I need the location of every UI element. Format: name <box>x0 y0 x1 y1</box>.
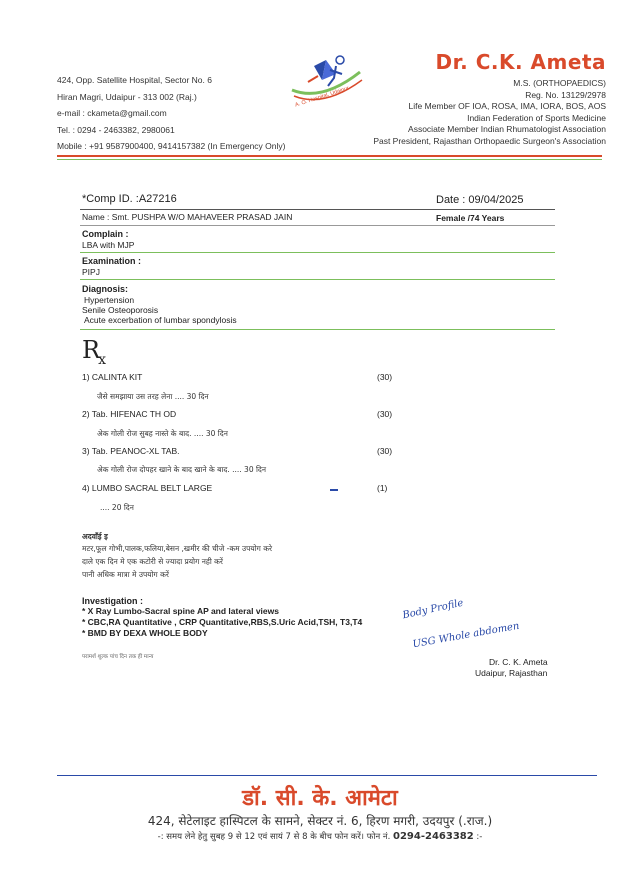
medicine-4-name: 4) LUMBO SACRAL BELT LARGE <box>82 483 213 493</box>
medicine-4-instruction: .... 20 दिन <box>100 503 134 512</box>
rx-x: x <box>98 352 106 368</box>
diagnosis-item: Senile Osteoporosis <box>82 305 159 315</box>
diagnosis-list <box>82 295 237 325</box>
credential-sports: Indian Federation of Sports Medicine <box>467 112 606 123</box>
medicine-2-qty: (30) <box>377 409 393 419</box>
credentials <box>306 78 606 147</box>
pen-mark <box>330 489 338 491</box>
investigation-item: * CBC,RA Quantitative , CRP Quantitative,RBS,S.Uric Acid,TSH, T3,T4 <box>82 617 363 627</box>
credential-degree: M.S. (ORTHOPAEDICS) <box>513 78 606 88</box>
rx-r: R <box>82 336 101 364</box>
footer-rule-top <box>57 775 597 776</box>
credential-president: Past President, Rajasthan Orthopaedic Surgeon's Association <box>373 135 606 146</box>
diagnosis-label: Diagnosis: <box>82 284 129 294</box>
advice-line: दाले एक दिन मे एक कटोरी से ज्यादा प्रयोग नही करें <box>82 557 224 566</box>
header-rule-red <box>57 155 602 157</box>
comp-id: *Comp ID. :A27216 <box>82 193 177 205</box>
signature-place: Udaipur, Rajasthan <box>475 668 548 678</box>
rule-5 <box>80 329 555 330</box>
diagnosis-item: Acute excerbation of lumbar spondylosis <box>84 315 237 325</box>
credential-memberships: Life Member OF IOA, ROSA, IMA, IORA, BOS, AOS <box>408 101 606 111</box>
timing-suffix: :- <box>476 832 483 842</box>
medicine-1-qty: (30) <box>377 372 393 382</box>
mobile-line: Mobile : +91 9587900400, 9414157382 (In Emergency Only) <box>57 141 286 151</box>
advice-line: पानी अधिक मात्रा मे उपयोग करें <box>82 570 169 579</box>
credential-rheum: Associate Member Indian Rhumatologist Association <box>408 124 606 134</box>
medicine-1-name: 1) CALINTA KIT <box>82 372 143 382</box>
examination-label: Examination : <box>82 256 142 266</box>
rule-2 <box>80 225 555 226</box>
address-line-2: Hiran Magri, Udaipur - 313 002 (Raj.) <box>57 91 197 102</box>
handwritten-note-2: USG Whole abdomen <box>411 620 521 651</box>
medicine-3-instruction: अेक गोली रोज दोपहर खाने के बाद खाने के बाद. .... 30 दिन <box>97 465 267 474</box>
header-rule-green <box>57 159 602 160</box>
timing-phone: 0294-2463382 <box>393 831 474 842</box>
visit-date: Date : 09/04/2025 <box>436 194 524 206</box>
medicine-1-instruction: जैसे समझाया उस तरह लेना .... 30 दिन <box>97 392 209 401</box>
footnote: परामर्श शुल्क पांच दिन तक ही मान्य <box>82 654 154 660</box>
logo-text: A. O. Hospital, Udaipur <box>294 85 350 109</box>
timing-text: -: समय लेने हेतु सुबह 9 से 12 एवं सायं 7 से 8 के बीच फोन करें। फोन नं. <box>157 832 391 842</box>
complain-text: LBA with MJP <box>82 240 135 250</box>
investigation-label: Investigation : <box>82 596 144 606</box>
medicine-2-instruction: अेक गोली रोज सुबह नास्ते के बाद. .... 30 दिन <box>97 429 228 438</box>
rx-symbol <box>82 336 108 368</box>
footer-timing <box>0 831 640 842</box>
medicine-2-name: 2) Tab. HIFENAC TH OD <box>82 409 177 419</box>
examination-text: PIPJ <box>82 267 100 277</box>
telephone-line: Tel. : 0294 - 2463382, 2980061 <box>57 124 175 135</box>
patient-gender-age: Female /74 Years <box>436 213 505 223</box>
footer-doctor-name: डॉ. सी. के. आमेटा <box>242 786 398 811</box>
handwritten-note-1: Body Profile <box>401 597 465 622</box>
medicine-3-qty: (30) <box>377 446 393 456</box>
doctor-name-en: Dr. C.K. Ameta <box>435 50 606 74</box>
investigation-item: * X Ray Lumbo-Sacral spine AP and lateral views <box>82 606 279 616</box>
signature-name: Dr. C. K. Ameta <box>489 657 548 667</box>
advice-line: मटर,फूल गोभी,पालक,फलिया,बेसन ,खमीर की चीजे -कम उपयोग करे <box>82 544 273 553</box>
address-line-1: 424, Opp. Satellite Hospital, Sector No. 6 <box>57 75 212 85</box>
investigation-item: * BMD BY DEXA WHOLE BODY <box>82 628 208 638</box>
footer-address: 424, सेटेलाइट हास्पिटल के सामने, सेक्टर नं. 6, हिरण मगरी, उदयपुर (.राज.) <box>147 814 493 828</box>
medicine-3-name: 3) Tab. PEANOC-XL TAB. <box>82 446 180 456</box>
diagnosis-item: Hypertension <box>84 295 135 305</box>
rule-1 <box>80 209 555 210</box>
advice-title: अदवाँई इ <box>82 532 108 541</box>
credential-reg: Reg. No. 13129/2978 <box>525 89 606 100</box>
rule-3 <box>80 252 555 253</box>
patient-name: Name : Smt. PUSHPA W/O MAHAVEER PRASAD JAIN <box>82 212 293 222</box>
email-line: e-mail : ckameta@gmail.com <box>57 108 167 118</box>
complain-label: Complain : <box>82 229 129 239</box>
rule-4 <box>80 279 555 280</box>
medicine-4-qty: (1) <box>377 483 388 493</box>
